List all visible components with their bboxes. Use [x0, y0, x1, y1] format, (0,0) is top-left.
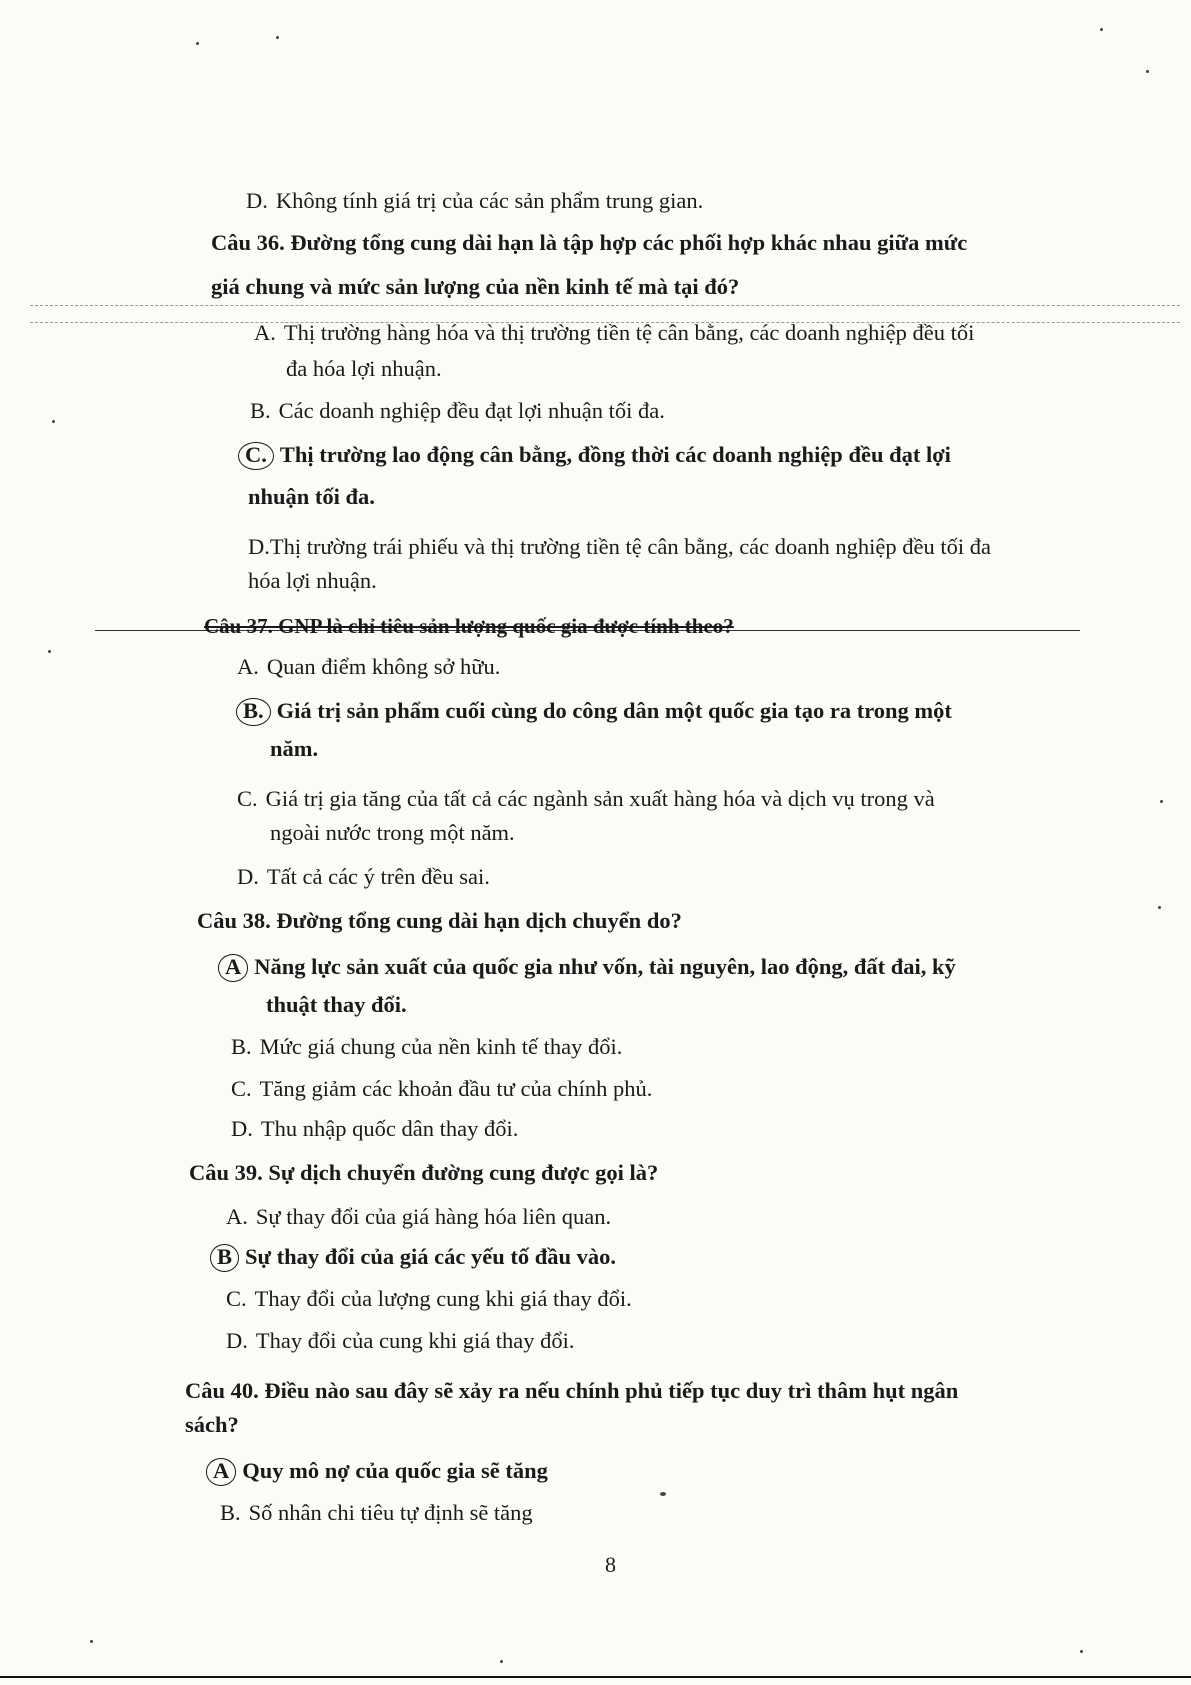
q38-option-c: C. Tăng giảm các khoản đầu tư của chính phủ.: [231, 1076, 653, 1101]
scan-speck: [48, 650, 51, 653]
q38-option-a-selected: A Năng lực sản xuất của quốc gia như vốn, tài nguyên, lao động, đất đai, kỹ: [218, 954, 956, 982]
q36-option-a-line2: đa hóa lợi nhuận.: [286, 356, 442, 381]
q36-option-c-selected: C. Thị trường lao động cân bằng, đồng thời các doanh nghiệp đều đạt lợi: [238, 442, 951, 470]
q39-option-c: C. Thay đổi của lượng cung khi giá thay đổi.: [226, 1286, 632, 1311]
page-number: 8: [605, 1552, 616, 1577]
selected-answer-circle: C.: [238, 442, 274, 470]
q36-stem-line1: Câu 36. Đường tổng cung dài hạn là tập hợp các phối hợp khác nhau giữa mức: [211, 230, 968, 255]
scan-dashed-line: [30, 305, 1180, 306]
q37-option-c-line2: ngoài nước trong một năm.: [270, 820, 515, 845]
scan-speck: [660, 1492, 666, 1496]
q37-option-a: A. Quan điểm không sở hữu.: [237, 654, 501, 679]
q39-option-b-selected: B Sự thay đổi của giá các yếu tố đầu vào.: [210, 1244, 616, 1272]
q37-option-c: C. Giá trị gia tăng của tất cả các ngành sản xuất hàng hóa và dịch vụ trong và: [237, 786, 935, 811]
q38-option-b: B. Mức giá chung của nền kinh tế thay đổi.: [231, 1034, 623, 1059]
scan-bottom-edge: [0, 1676, 1191, 1678]
q40-stem-line2: sách?: [185, 1412, 239, 1437]
selected-answer-circle: A: [218, 954, 248, 982]
q35-option-d: D. Không tính giá trị của các sản phẩm trung gian.: [246, 188, 704, 213]
scan-speck: [1160, 800, 1163, 803]
scan-speck: [1158, 906, 1161, 909]
q39-option-a: A. Sự thay đổi của giá hàng hóa liên quan.: [226, 1204, 612, 1229]
selected-answer-circle: B: [210, 1244, 239, 1272]
q38-stem: Câu 38. Đường tổng cung dài hạn dịch chuyển do?: [197, 908, 682, 933]
q37-stem: Câu 37. GNP là chỉ tiêu sản lượng quốc gia được tính theo?: [204, 614, 734, 638]
q36-option-d: D.Thị trường trái phiếu và thị trường tiền tệ cân bằng, các doanh nghiệp đều tối đa: [248, 534, 991, 559]
scan-speck: [1080, 1650, 1083, 1653]
scan-speck: [90, 1640, 93, 1643]
q36-option-b: B. Các doanh nghiệp đều đạt lợi nhuận tối đa.: [250, 398, 665, 423]
scan-speck: [500, 1660, 503, 1663]
q39-option-d: D. Thay đổi của cung khi giá thay đổi.: [226, 1328, 575, 1353]
q37-option-b-line2: năm.: [270, 736, 319, 761]
q36-option-d-line2: hóa lợi nhuận.: [248, 568, 377, 593]
q38-option-a-line2: thuật thay đổi.: [266, 992, 407, 1017]
q36-option-a: A. Thị trường hàng hóa và thị trường tiền tệ cân bằng, các doanh nghiệp đều tối: [254, 320, 975, 345]
q39-stem: Câu 39. Sự dịch chuyển đường cung được gọi là?: [189, 1160, 659, 1185]
q36-stem-line2: giá chung và mức sản lượng của nền kinh tế mà tại đó?: [211, 274, 740, 299]
selected-answer-circle: B.: [236, 698, 271, 726]
q40-option-a-selected: A Quy mô nợ của quốc gia sẽ tăng: [206, 1458, 548, 1486]
selected-answer-circle: A: [206, 1458, 236, 1486]
q37-option-d: D. Tất cả các ý trên đều sai.: [237, 864, 490, 889]
q40-stem-line1: Câu 40. Điều nào sau đây sẽ xảy ra nếu chính phủ tiếp tục duy trì thâm hụt ngân: [185, 1378, 959, 1403]
q38-option-d: D. Thu nhập quốc dân thay đổi.: [231, 1116, 519, 1141]
scan-speck: [276, 36, 279, 39]
q36-option-c-line2: nhuận tối đa.: [248, 484, 375, 509]
scan-speck: [1100, 28, 1103, 31]
q37-option-b-selected: B. Giá trị sản phẩm cuối cùng do công dân một quốc gia tạo ra trong một: [236, 698, 952, 726]
scan-speck: [1146, 70, 1149, 73]
scan-speck: [196, 42, 199, 45]
scan-speck: [52, 420, 55, 423]
q40-option-b: B. Số nhân chi tiêu tự định sẽ tăng: [220, 1500, 533, 1525]
